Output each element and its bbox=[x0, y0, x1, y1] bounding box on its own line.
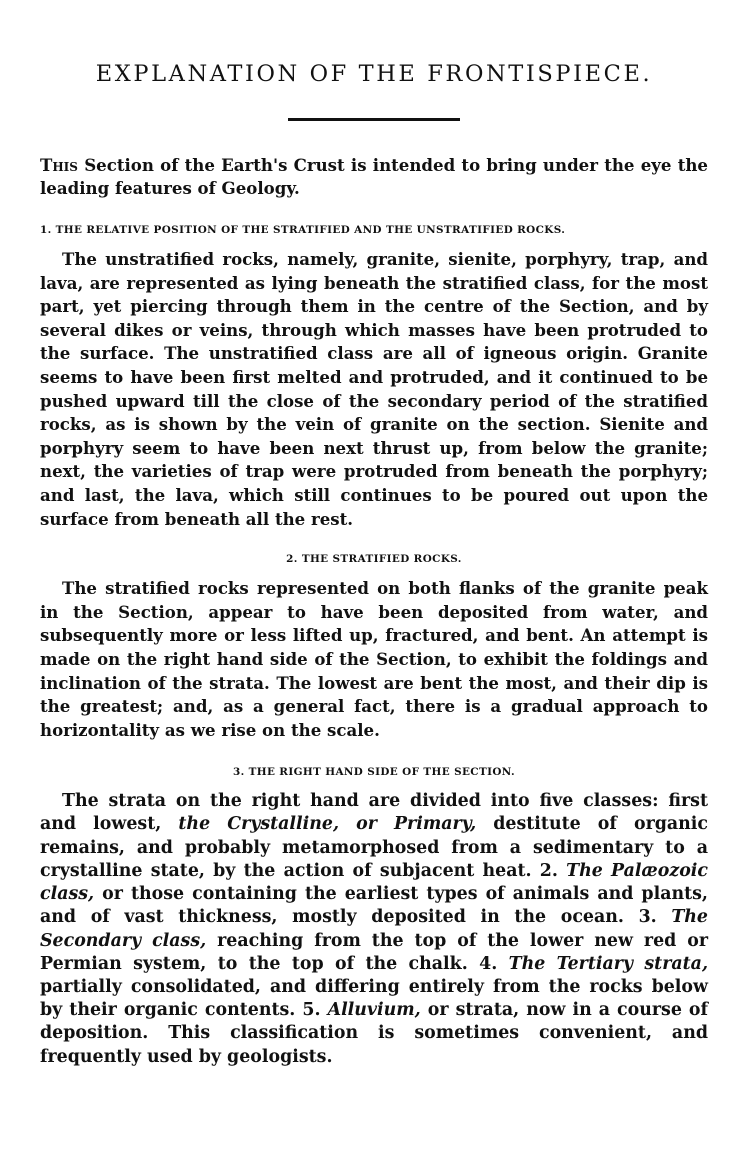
section-3-tertiary-term: The Tertiary strata, bbox=[508, 953, 708, 974]
section-3-text-5: partially consolidated, and differing entirely from the rocks below by their organic contents. 5. bbox=[40, 976, 708, 1021]
page-title: EXPLANATION OF THE FRONTISPIECE. bbox=[95, 61, 653, 87]
section-1-paragraph: The unstratified rocks, namely, granite, sienite, porphyry, trap, and lava, are represented as lying beneath the stratified class, for the most part, yet piercing through them in the centre of the Section, and by several dikes or veins, through which masses have been protruded to the surface. The unstratified class are all of igneous origin. Granite seems to have been first melted and protruded, and it continued to be pushed upward till the close of the secondary period of the stratified rocks, as is shown by the vein of granite on the section. Sienite and porphyry seem to have been next thrust up, from below the granite; next, the varieties of trap were protruded from beneath the porphyry; and last, the lava, which still continues to be poured out upon the surface from beneath all the rest. bbox=[40, 249, 708, 529]
section-3-crystalline-term: the Crystalline, or Primary, bbox=[178, 814, 477, 835]
section-3-palaeozoic-term: The Palæozoic class, bbox=[40, 860, 708, 905]
document-page bbox=[40, 58, 708, 1069]
section-3-text-6: or strata, now in a course of deposition. This classification is sometimes convenient, and frequently used by geologists. bbox=[40, 1000, 709, 1067]
intro-lead-word: This bbox=[40, 155, 78, 175]
section-3-text-3: or those containing the earliest types of animals and plants, and of vast thickness, mostly deposited in the ocean. 3. bbox=[40, 884, 708, 928]
section-3-heading: 3. THE RIGHT HAND SIDE OF THE SECTION. bbox=[232, 766, 516, 779]
section-3-text-4: reaching from the top of the lower new red or Permian system, to the top of the chalk. 4. bbox=[40, 930, 708, 974]
section-3-alluvium-term: Alluvium, bbox=[327, 1000, 421, 1021]
title-rule bbox=[288, 118, 460, 121]
section-3-text-2: destitute of organic remains, and probably metamorphosed from a sedimentary to a crystalline state, by the action of subjacent heat. 2. bbox=[40, 814, 708, 881]
section-2-paragraph: The stratified rocks represented on both flanks of the granite peak in the Section, appear to have been deposited from water, and subsequently more or less lifted up, fractured, and bent. An attempt is made on the right hand side of the Section, to exhibit the foldings and inclination of the strata. The lowest are bent the most, and their dip is the greatest; and, as a general fact, there is a gradual approach to horizontality as we rise on the scale. bbox=[40, 578, 708, 740]
section-3-paragraph bbox=[40, 790, 708, 1068]
intro-paragraph bbox=[40, 154, 708, 200]
section-2-heading: 2. THE STRATIFIED ROCKS. bbox=[286, 553, 462, 566]
section-3-secondary-term: The Secondary class, bbox=[40, 907, 708, 951]
section-3-text-1: The strata on the right hand are divided into five classes: first and lowest, bbox=[40, 791, 708, 835]
intro-text: Section of the Earth's Crust is intended to bring under the eye the leading features of Geology. bbox=[40, 155, 708, 198]
section-1-heading: 1. THE RELATIVE POSITION OF THE STRATIFIED AND THE UNSTRATIFIED ROCKS. bbox=[40, 224, 566, 236]
